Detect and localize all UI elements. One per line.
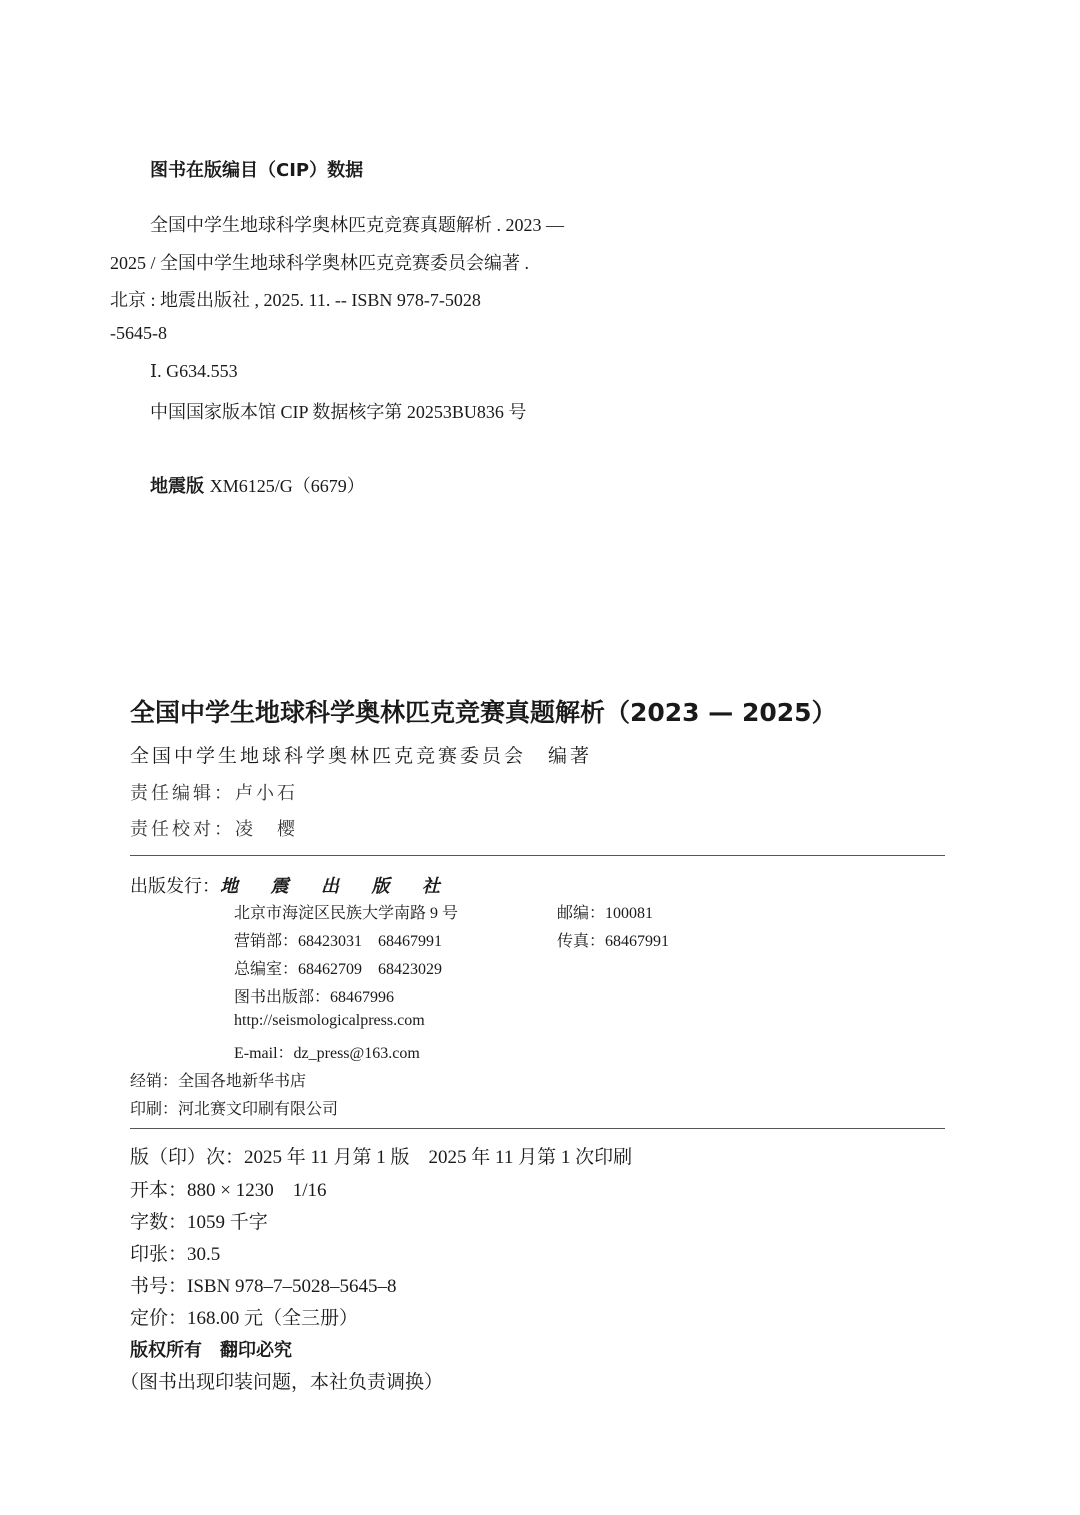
publisher-website: http://seismologicalpress.com (234, 1012, 425, 1029)
spec-edition: 版（印）次：2025 年 11 月第 1 版 2025 年 11 月第 1 次印刷 (130, 1147, 633, 1168)
publisher-editorial: 总编室：68462709 68423029 (234, 961, 443, 978)
publisher-book-dept: 图书出版部：68467996 (234, 989, 395, 1006)
edition-code-value: XM6125/G（6679） (209, 476, 365, 496)
spec-word-count: 字数：1059 千字 (130, 1212, 268, 1233)
publisher-postcode: 邮编：100081 (557, 905, 654, 922)
publisher-printer: 印刷：河北赛文印刷有限公司 (130, 1101, 339, 1118)
cip-line-3: 北京 : 地震出版社 , 2025. 11. -- ISBN 978-7-5028 (110, 290, 481, 310)
publisher-distributor: 经销：全国各地新华书店 (130, 1073, 307, 1090)
spec-isbn: 书号：ISBN 978–7–5028–5645–8 (130, 1276, 397, 1297)
cip-approval: 中国国家版本馆 CIP 数据核字第 20253BU836 号 (150, 402, 527, 422)
publisher-name: 地 震 出 版 社 (220, 876, 454, 896)
edition-code-label: 地震版 (150, 476, 204, 497)
publisher-label: 出版发行： (130, 876, 220, 896)
cip-line-4: -5645-8 (110, 323, 167, 343)
divider-bottom (130, 1128, 945, 1129)
book-proofreader: 责任校对：凌 樱 (130, 819, 298, 839)
publisher-line (130, 872, 454, 898)
book-title: 全国中学生地球科学奥林匹克竞赛真题解析（2023 — 2025） (130, 698, 837, 727)
spec-notice: （图书出现印装问题，本社负责调换） (120, 1372, 444, 1393)
spec-format: 开本：880 × 1230 1/16 (130, 1180, 327, 1201)
spec-rights: 版权所有 翻印必究 (130, 1340, 292, 1361)
spec-sheets: 印张：30.5 (130, 1244, 221, 1265)
publisher-address: 北京市海淀区民族大学南路 9 号 (234, 905, 459, 922)
publisher-email: E-mail：dz_press@163.com (234, 1045, 420, 1062)
spec-price: 定价：168.00 元（全三册） (130, 1308, 359, 1329)
cip-line-1: 全国中学生地球科学奥林匹克竞赛真题解析 . 2023 — (150, 215, 564, 235)
cip-heading: 图书在版编目（CIP）数据 (150, 160, 364, 181)
book-author: 全国中学生地球科学奥林匹克竞赛委员会 编著 (130, 746, 593, 767)
book-editor: 责任编辑：卢小石 (130, 783, 298, 803)
publisher-marketing: 营销部：68423031 68467991 (234, 933, 443, 950)
cip-classification: Ⅰ. G634.553 (150, 361, 238, 381)
cip-line-2: 2025 / 全国中学生地球科学奥林匹克竞赛委员会编著 . (110, 253, 529, 273)
divider-top (130, 855, 945, 856)
edition-code (150, 472, 365, 498)
publisher-fax: 传真：68467991 (557, 933, 670, 950)
